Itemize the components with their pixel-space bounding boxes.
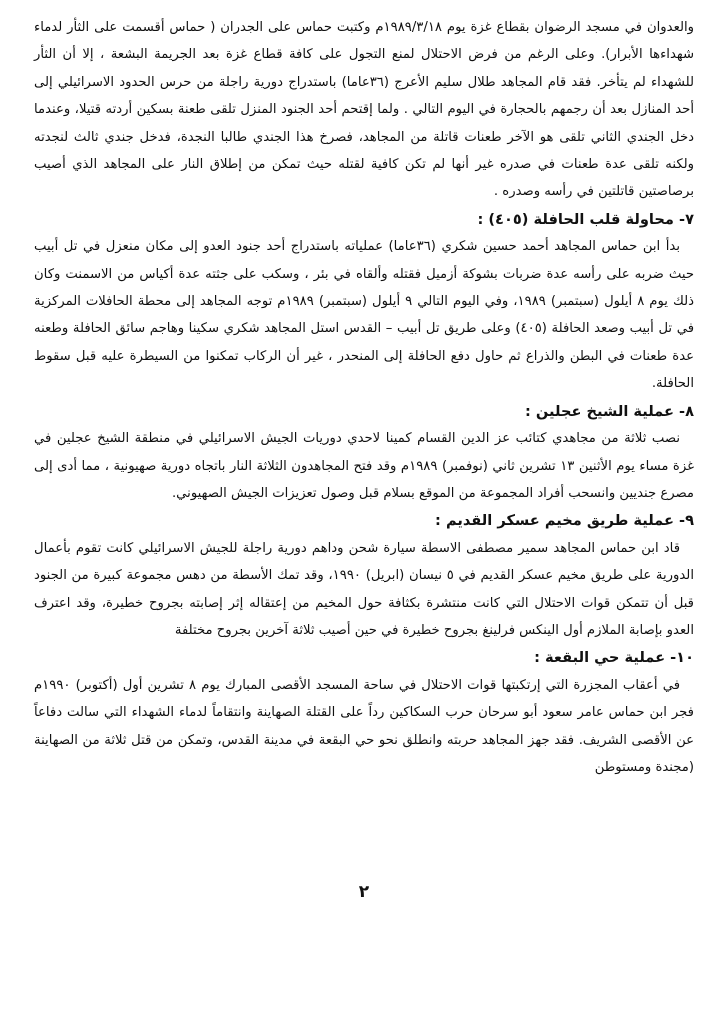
paragraph-baqaa: في أعقاب المجزرة التي إرتكبتها قوات الاحتلال في ساحة المسجد الأقصى المبارك يوم ٨ تشرين أول (أكتوبر) ١٩٩٠م فجر ابن حماس عامر سعود أبو سرحان حرب السكاكين رداً على القتلة الصهاينة وانتقاماً لدماء الشهداء التي سالت دفاعاً عن الأقصى الشريف. فقد جهز المجاهد حربته وانطلق نحو حي البقعة في مدينة القدس، وتمكن من قتل ثلاثة من الصهاينة (مجندة ومستوطن <box>34 677 694 775</box>
paragraph-attack-retaliation: والعدوان في مسجد الرضوان بقطاع غزة يوم ١٩٨٩/٣/١٨م وكتبت حماس على الجدران ( حماس أقسمت على الثأر لدماء شهداءها الأبرار). وعلى الرغم من فرض الاحتلال لمنع التجول على كافة قطاع غزة بعد الجريمة البشعة ، إلا أن الثأر للشهداء لم يتأخر. فقد قام المجاهد طلال سليم الأعرج (٣٦عاما) باستدراج دورية راجلة من حرس الحدود الاسرائيلي إلى أحد المنازل بعد أن رجمهم بالحجارة في اليوم التالي . ولما إقتحم أحد الجنود المنزل تلقى طعنة بسكين أردته قتيلا، وعندما دخل الجندي الثاني تلقى هو الآخر طعنات قاتلة من المجاهد، فصرخ هذا الجندي طالبا النجدة، فدخل جندي ثالث لنجدته ولكنه تلقى عدة طعنات في صدره غير أنها لم تكن كافية لقتله حيث تمكن من إطلاق النار على المجاهد الذي أصيب برصاصتين قاتلتين في رأسه وصدره . <box>34 20 695 200</box>
paragraph-bus-405: بدأ ابن حماس المجاهد أحمد حسين شكري (٣٦عاما) عملياته باستدراج أحد جنود العدو إلى مكان منعزل في تل أبيب حيث ضربه على رأسه عدة ضربات بشوكة أزميل فقتله وألقاه في بئر ، وسكب على جثته عدة أكياس من الاسمنت وكان ذلك يوم ٨ أيلول (سبتمبر) ١٩٨٩، وفي اليوم التالي ٩ أيلول (سبتمبر) ١٩٨٩م توجه المجاهد إلى محطة الحافلات المركزية في تل أبيب وصعد الحافلة (٤٠٥) وعلى طريق تل أبيب – القدس استل المجاهد شكري سكينا وهاجم سائق الحافلة وطعنه عدة طعنات في البطن والذراع ثم حاول دفع الحافلة إلى المنحدر ، غير أن الركاب تمكنوا من السيطرة عليه قبل سقوط الحافلة. <box>34 239 695 392</box>
page-number: ٢ <box>358 882 370 902</box>
section-heading-sheikh-ajlin: ٨- عملية الشيخ عجلين : <box>525 402 694 420</box>
paragraph-askar-camp-road: قاد ابن حماس المجاهد سمير مصطفى الاسطة سيارة شحن وداهم دورية راجلة للجيش الاسرائيلي كانت تقوم بأعمال الدورية على طريق مخيم عسكر القديم في ٥ نيسان (ابريل) ١٩٩٠، وقد تمك الأسطة من دهس مجموعة كبيرة من الجنود قبل أن تتمكن قوات الاحتلال التي كانت منتشرة بكثافة حول المخيم من إعتقاله إثر إصابته بجروح خطيرة، وقد اعترف العدو بإصابة الملازم أول الينكس فرلينغ بجروح خطيرة في حين أصيب ثلاثة آخرين بجروح مختلفة <box>34 540 694 638</box>
section-heading-askar-camp-road: ٩- عملية طريق مخيم عسكر القديم : <box>435 512 694 530</box>
section-heading-baqaa: ١٠- عملية حي البقعة : <box>534 649 694 667</box>
section-heading-bus-405: ٧- محاولة قلب الحافلة (٤٠٥) : <box>477 210 694 228</box>
document-body <box>34 14 694 781</box>
paragraph-sheikh-ajlin: نصب ثلاثة من مجاهدي كتائب عز الدين القسام كمينا لاحدي دوريات الجيش الاسرائيلي في منطقة الشيخ عجلين في غزة مساء يوم الأثنين ١٣ تشرين ثاني (نوفمبر) ١٩٨٩م وقد فتح المجاهدون الثلاثة النار باتجاه دورية صهيونية ، مما أدى إلى مصرع جنديين وانسحب أفراد المجموعة من الموقع بسلام قبل وصول تعزيزات الجيش الصهيوني. <box>34 431 695 501</box>
